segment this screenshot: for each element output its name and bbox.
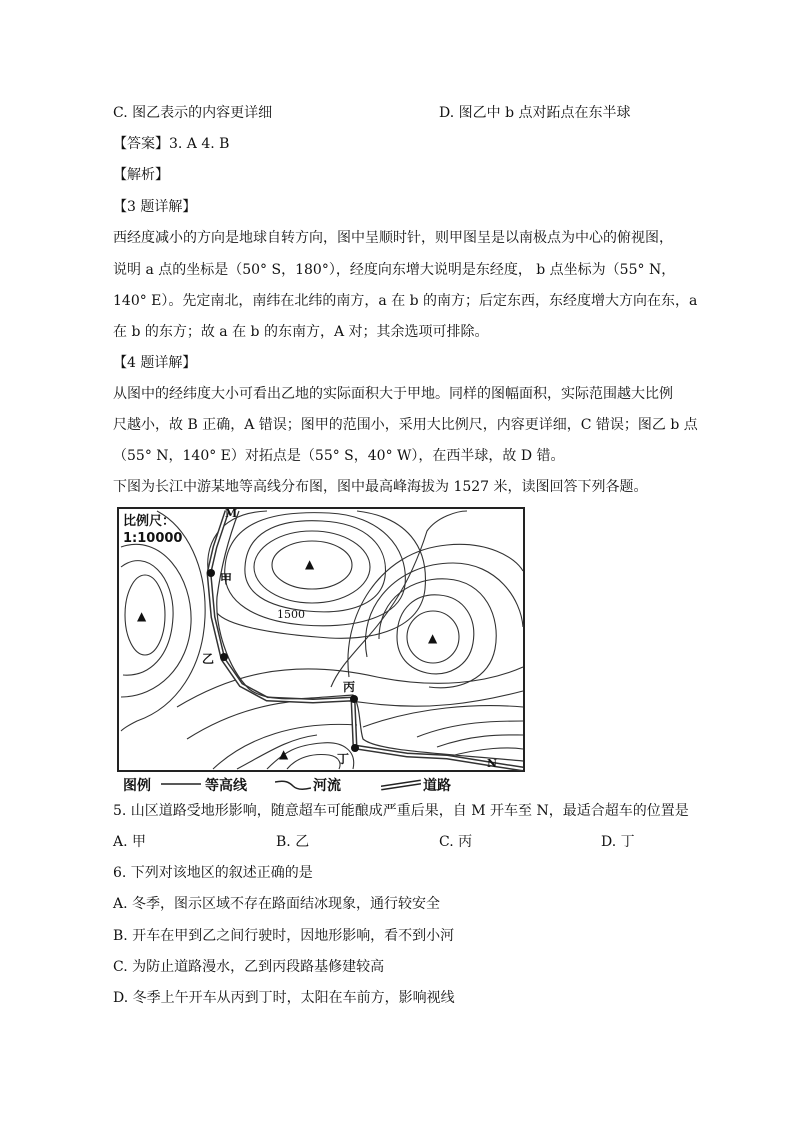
q6-option-a: A. 冬季，图示区域不存在路面结冰现象，通行较安全 [113,896,441,912]
peak-icon: ▲ [305,557,315,571]
q5-option-d: D. 丁 [601,834,635,850]
q4-option-c: C. 图乙表示的内容更详细 [113,105,273,121]
point-jia-marker [207,569,215,577]
q4-option-d: D. 图乙中 b 点对跖点在东半球 [439,105,631,121]
figure-intro: 下图为长江中游某地等高线分布图，图中最高峰海拔为 1527 米，读图回答下列各题。 [113,479,648,495]
q5-stem: 5. 山区道路受地形影响，随意超车可能酿成严重后果，自 M 开车至 N，最适合超车的位置是 [113,803,689,819]
point-yi-marker [220,653,228,661]
analysis-heading: 【解析】 [113,167,169,183]
peak-icon: ▲ [279,747,289,761]
q3-text-line: 140° E）。先定南北，南纬在北纬的南方，a 在 b 的南方；后定东西，东经度增大方向在东，a [113,293,698,309]
answer-line: 【答案】3. A 4. B [113,136,230,152]
scale-label: 比例尺： [123,514,176,529]
legend-river-label: 河流 [313,778,341,794]
contour-map [117,507,525,772]
legend-contour-symbol [161,778,201,790]
legend-title: 图例 [123,778,151,794]
q3-text-line: 说明 a 点的坐标是（50° S，180°），经度向东增大说明是东经度， b 点坐标为（55° N， [113,262,676,278]
point-ding-marker [351,744,359,752]
q3-text-line: 在 b 的东方；故 a 在 b 的东南方，A 对；其余选项可排除。 [113,324,489,340]
legend-road-label: 道路 [423,778,451,794]
scale-value: 1:10000 [123,531,183,546]
q4-heading: 【4 题详解】 [113,355,197,371]
q5-option-a: A. 甲 [113,834,147,850]
map-legend [123,775,523,795]
legend-contour-label: 等高线 [205,778,247,794]
point-m-label: M [225,507,238,520]
q3-heading: 【3 题详解】 [113,199,197,215]
point-bing-label: 丙 [343,680,356,694]
q4-text-line: 尺越小，故 B 正确，A 错误；图甲的范围小，采用大比例尺，内容更详细，C 错误；图乙 b 点 [113,417,698,433]
point-bing-marker [350,695,358,703]
q5-option-b: B. 乙 [276,834,310,850]
legend-road-symbol [381,778,421,792]
q4-text-line: 从图中的经纬度大小可看出乙地的实际面积大于甲地。同样的图幅面积，实际范围越大比例 [113,386,673,402]
q6-stem: 6. 下列对该地区的叙述正确的是 [113,865,313,881]
peak-icon: ▲ [137,609,147,623]
q6-option-d: D. 冬季上午开车从丙到丁时，太阳在车前方，影响视线 [113,990,455,1006]
point-n-label: N [487,757,498,770]
peak-icon: ▲ [428,631,438,645]
q3-text-line: 西经度减小的方向是地球自转方向，图中呈顺时针，则甲图呈是以南极点为中心的俯视图， [113,230,673,246]
q6-option-b: B. 开车在甲到乙之间行驶时，因地形影响，看不到小河 [113,928,455,944]
legend-river-symbol [275,778,311,792]
contour-label: 1500 [277,608,305,621]
point-jia-label: 甲 [220,572,233,586]
point-yi-label: 乙 [202,652,215,666]
q4-text-line: （55° N，140° E）对拓点是（55° S，40° W），在西半球，故 D 错。 [113,448,565,464]
q5-option-c: C. 丙 [439,834,473,850]
point-ding-label: 丁 [337,752,350,766]
q6-option-c: C. 为防止道路漫水，乙到丙段路基修建较高 [113,959,385,975]
